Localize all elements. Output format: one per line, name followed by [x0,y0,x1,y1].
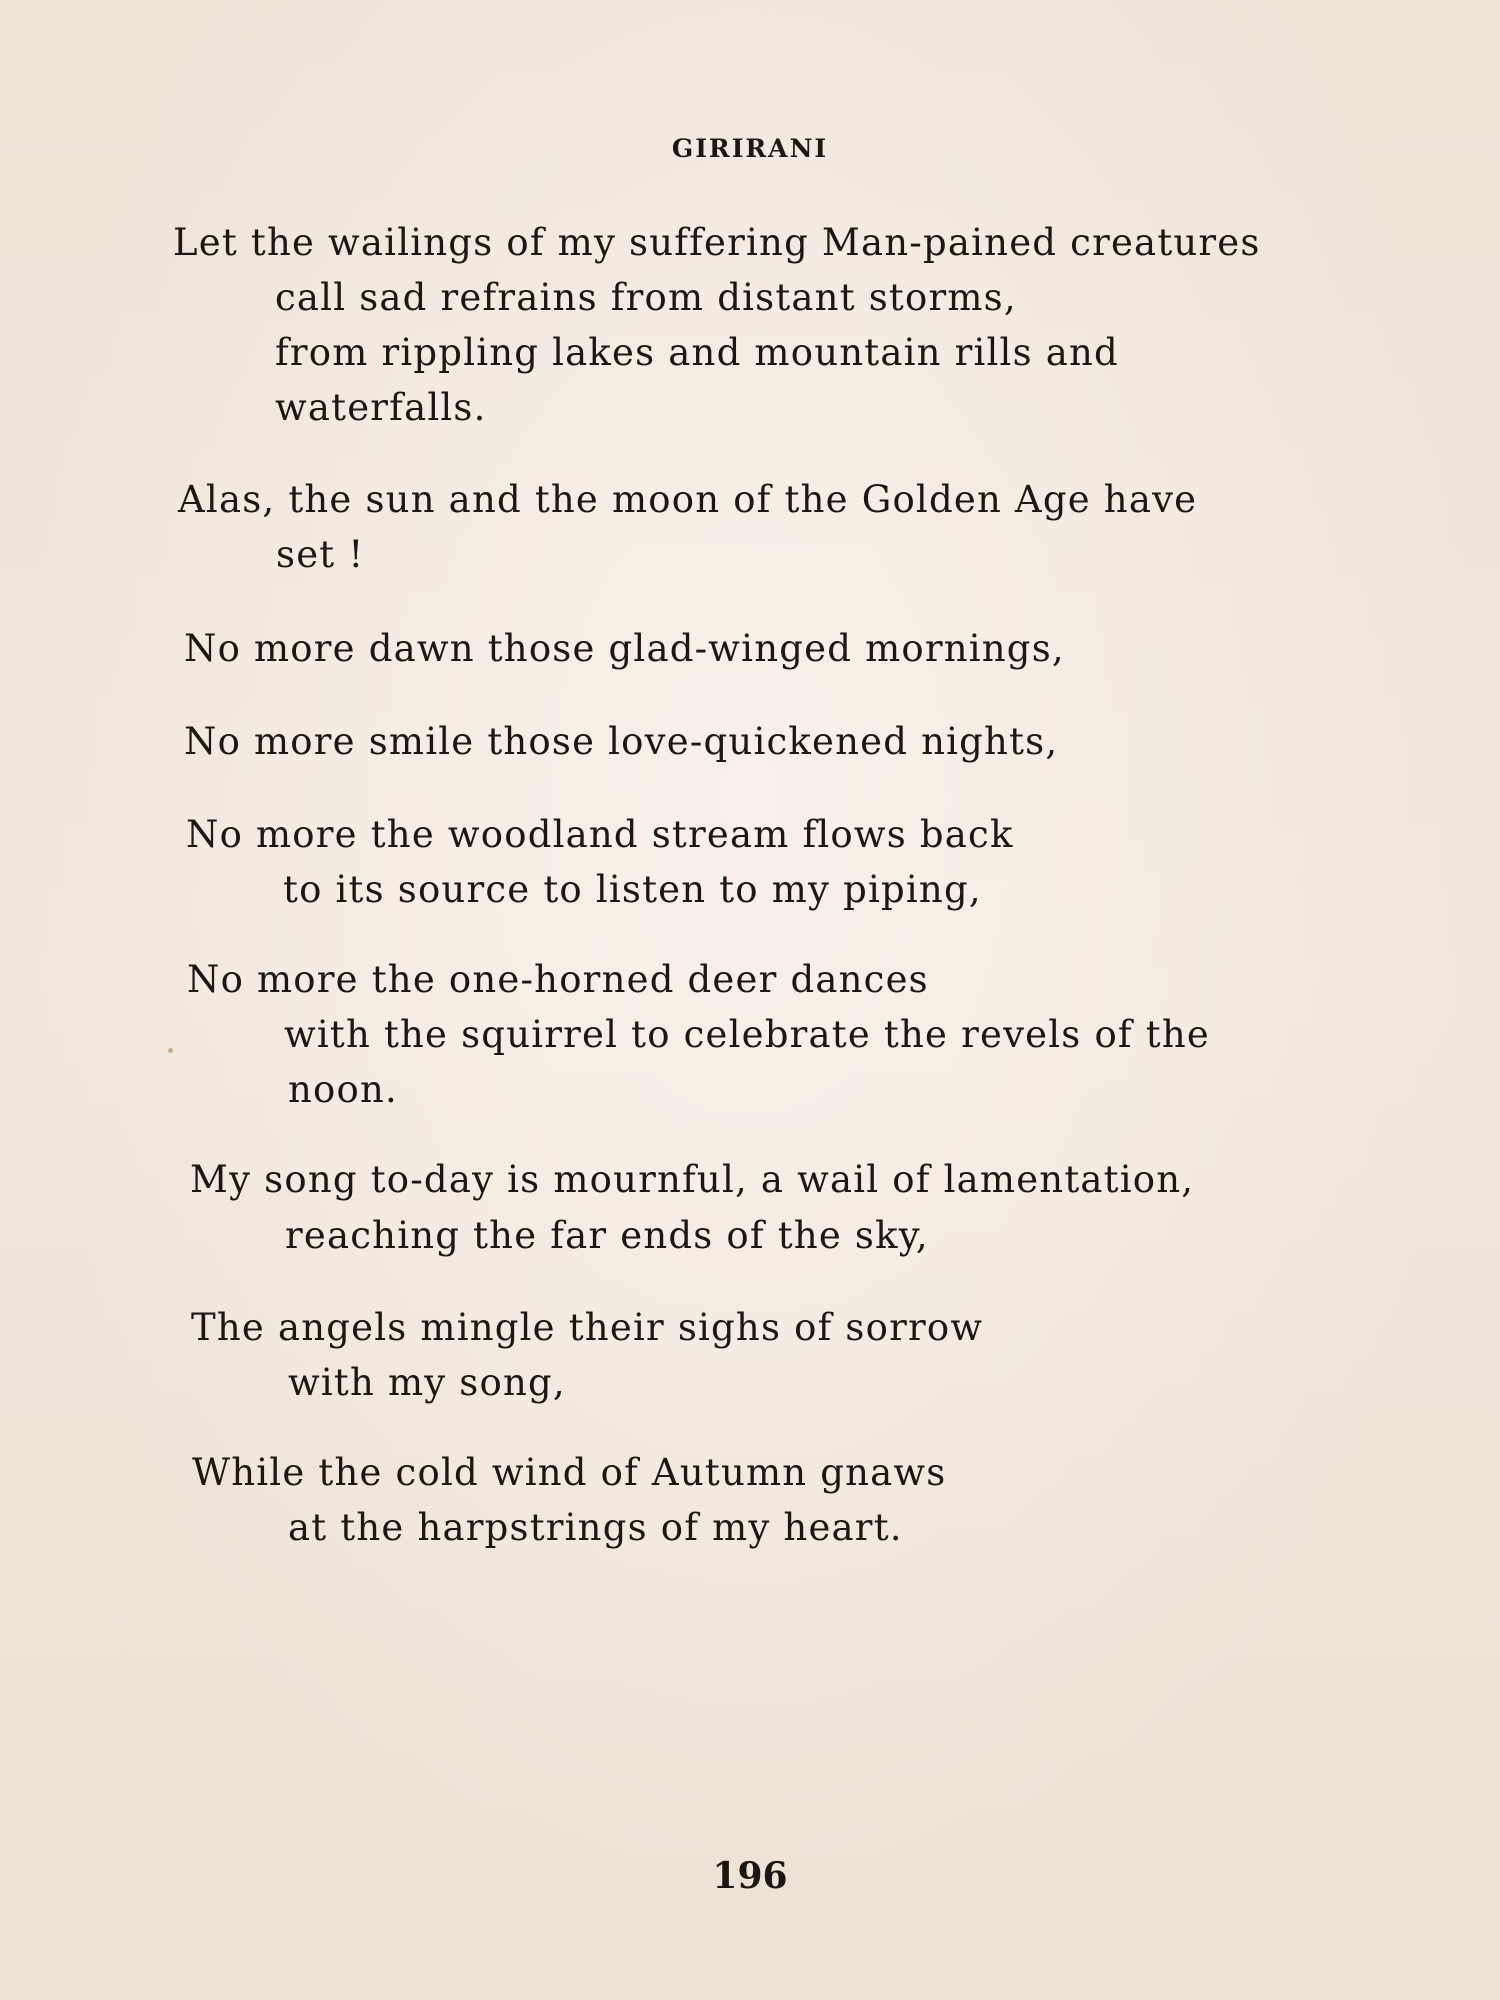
poem-line: Let the wailings of my suffering Man-pained creatures [173,221,1261,264]
poem-line: to its source to listen to my piping, [283,868,982,911]
poem-line: with my song, [288,1361,566,1404]
page-number: 196 [712,1855,788,1897]
poem-line: The angels mingle their sighs of sorrow [191,1306,984,1349]
poem-line: set ! [276,533,365,576]
poem-line: While the cold wind of Autumn gnaws [192,1451,947,1494]
poem-line: No more the woodland stream flows back [186,813,1014,856]
running-header: GIRIRANI [671,134,829,163]
poem-line: No more the one-horned deer dances [187,958,929,1001]
poem-line: reaching the far ends of the sky, [285,1214,929,1257]
poem-line: with the squirrel to celebrate the revels of the [284,1013,1210,1056]
poem-line: My song to-day is mournful, a wail of lamentation, [190,1158,1195,1201]
poem-line: No more dawn those glad-winged mornings, [184,627,1065,670]
poem-line: at the harpstrings of my heart. [288,1506,903,1549]
poem-line: noon. [288,1068,398,1111]
paper-speck [168,1048,173,1053]
poem-line: call sad refrains from distant storms, [275,276,1017,319]
poem-line: No more smile those love-quickened nights, [184,720,1059,763]
poem-line: waterfalls. [275,386,487,429]
poem-line: Alas, the sun and the moon of the Golden Age have [178,478,1198,521]
poem-line: from rippling lakes and mountain rills and [275,331,1119,374]
